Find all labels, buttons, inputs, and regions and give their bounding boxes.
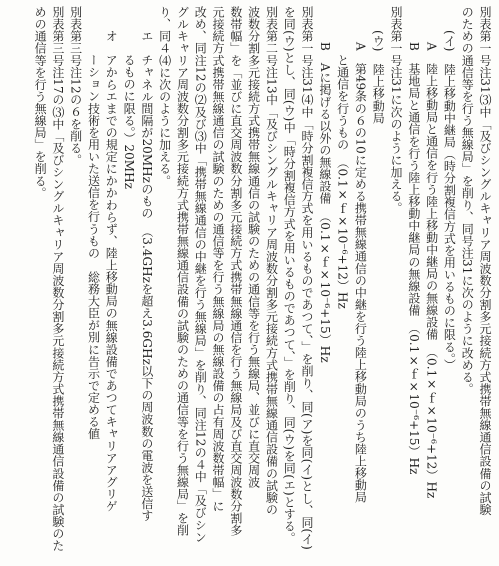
text-line: 別表第一号注31⑷中「時分割複信方式を用いるものであつて、」を削り、同(ア)を同(イ)とし、同(イ) xyxy=(300,6,315,550)
text-line: 波数分割多元接続方式携帯無線通信の試験のための通信等を行う無線局、並びに直交周波 xyxy=(246,6,261,488)
text-line: 改め、同注12の⑵及び⑶中「携帯無線通信の中継を行う無線局」を削り、同注12の４中「及びシン xyxy=(193,6,208,543)
text-line: 別表第二号注13中「及びシングルキャリア周波数分割多元接続方式携帯無線通信設備の試験の xyxy=(264,6,279,516)
text-line: B Aに掲げる以外の無線設備 （0.1×ｆ×10⁻⁶+15）Hz xyxy=(317,42,332,363)
text-line: を同(ウ)とし、同(ウ)中「時分割複信方式を用いるものであつて、」を削り、同(ウ)を同(エ)とする。 xyxy=(282,6,297,544)
text-line: のための通信等を行う無線局」を削り、同号注31に次のように改める。 xyxy=(460,6,475,395)
text-line: ーション技術を用いた送信を行うもの 総務大臣が別に告示で定める値 xyxy=(86,54,101,440)
text-line: A 第49条の６の10に定める携帯無線通信の中継を行う陸上移動局のうち陸上移動局 xyxy=(353,42,368,504)
text-line: エ チャネル間隔が20MHzのもの （3.4GHzを超え3.6GHz以下の周波数の電波を送信す xyxy=(139,30,154,522)
text-line: 数帯幅」を「並びに直交周波数分割多元接続方式携帯無線通信を行う無線局及び直交周波数分割多 xyxy=(228,6,243,537)
text-line: めの通信等を行う無線局」を削る。 xyxy=(33,6,48,199)
text-line: グルキャリア周波数分割多元接続方式携帯無線通信設備の試験のための通信等を行う無線局」を削 xyxy=(175,6,190,537)
text-line: 別表第三号注17の⑶中「及びシングルキャリア周波数分割多元接続方式携帯無線通信設備の試験のた xyxy=(50,6,65,552)
text-line: A 陸上移動局と通信を行う陸上移動中継局の無線設備 （0.1×ｆ×10⁻⁶+12）Hz xyxy=(424,42,439,499)
vertical-text-body xyxy=(6,6,493,560)
text-line: B 基地局と通信を行う陸上移動中継局の無線設備 （0.1×ｆ×10⁻⁶+15）Hz xyxy=(406,42,421,475)
text-line: 別表第三号注12の６を削る。 xyxy=(68,6,83,166)
text-line: 元接続方式携帯無線通信の試験のための通信等を行う無線局の無線設備の占有周波数帯幅」に xyxy=(211,6,226,513)
text-line: と通信を行うもの （0.1×ｆ×10⁻⁶+12）Hz xyxy=(335,54,350,309)
text-line: オ アからエまでの規定にかかわらず、陸上移動局の無線設備であつてキャリアアグリゲ xyxy=(104,30,119,512)
text-line: 別表第一号注31に次のように加える。 xyxy=(389,6,404,215)
text-line: (イ) 陸上移動中継局（時分割複信方式を用いるものに限る。） xyxy=(442,30,457,371)
text-line: (ウ) 陸上移動局 xyxy=(371,30,386,124)
text-line: り、同４⑷に次のように加える。 xyxy=(157,6,172,187)
text-line: 別表第一号注31⑶中「及びシングルキャリア周波数分割多元接続方式携帯無線通信設備の試験 xyxy=(478,6,492,516)
text-line: るものに限る。）20MHz xyxy=(122,54,137,189)
